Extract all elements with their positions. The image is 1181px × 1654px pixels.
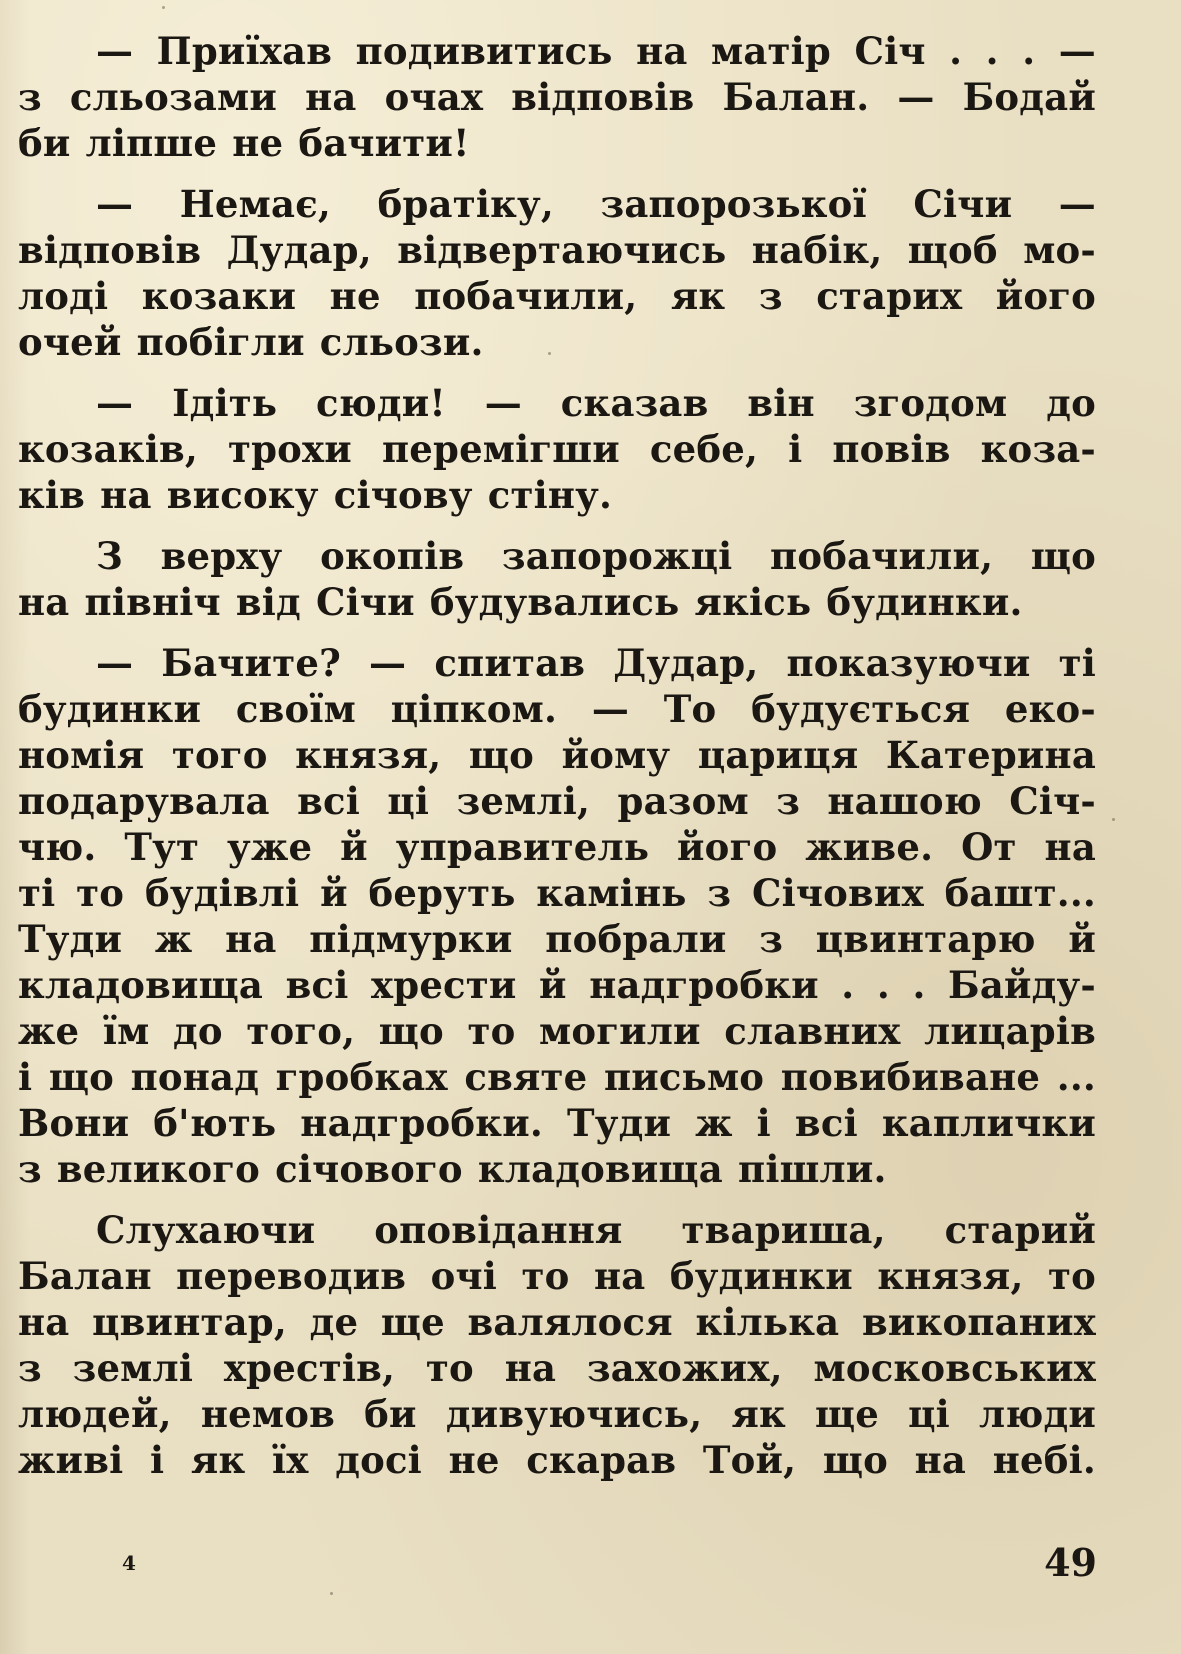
paper-speck [162, 6, 165, 9]
text-line: би ліпше не бачити! [18, 121, 470, 165]
paragraph-6 [18, 1207, 1096, 1483]
text-line: — Бачите? — спитав Дудар, показуючи ті [96, 641, 1096, 685]
text-line: відповів Дудар, відвертаючись набік, щоб мо- [18, 228, 1096, 272]
text-line: Балан переводив очі то на будинки князя, то [18, 1254, 1096, 1298]
paper-speck [1112, 818, 1115, 821]
text-line: з землі хрестів, то на захожих, московських [18, 1346, 1096, 1390]
text-line: на цвинтар, де ще валялося кілька викопаних [18, 1300, 1096, 1344]
text-line: З верху окопів запорожці побачили, що [96, 534, 1096, 578]
text-line: з великого січового кладовища пішли. [18, 1147, 887, 1191]
text-line: кладовища всі хрести й надгробки . . . Байду- [18, 963, 1096, 1007]
paper-speck [548, 352, 551, 355]
text-line: людей, немов би дивуючись, як ще ці люди [18, 1392, 1096, 1436]
text-line: — Приїхав подивитись на матір Січ . . . — [96, 29, 1096, 73]
text-line: лоді козаки не побачили, як з старих його [18, 274, 1096, 318]
paragraph-2 [18, 181, 1096, 365]
text-line: же їм до того, що то могили славних лицарів [18, 1009, 1096, 1053]
text-line: козаків, трохи перемігши себе, і повів коза- [18, 427, 1096, 471]
text-line: Туди ж на підмурки побрали з цвинтарю й [18, 917, 1096, 961]
text-line: Слухаючи оповідання твариша, старий [96, 1208, 1096, 1252]
text-line: номія того князя, що йому цариця Катерина [18, 733, 1096, 777]
text-line: очей побігли сльози. [18, 320, 484, 364]
paper-speck [330, 1592, 333, 1595]
paragraph-3 [18, 380, 1096, 518]
text-line: — Ідіть сюди! — сказав він згодом до [96, 381, 1096, 425]
paragraph-5 [18, 640, 1096, 1192]
text-line: з сльозами на очах відповів Балан. — Бодай [18, 75, 1096, 119]
text-line: Вони б'ють надгробки. Туди ж і всі каплички [18, 1101, 1096, 1145]
text-line: ті то будівлі й беруть камінь з Січових башт... [18, 871, 1096, 915]
text-line: живі і як їх досі не скарав Той, що на небі. [18, 1438, 1096, 1482]
paragraph-4 [18, 533, 1096, 625]
text-line: чю. Тут уже й управитель його живе. От на [18, 825, 1096, 869]
signature-mark: 4 [122, 1551, 136, 1575]
text-line: — Немає, братіку, запорозької Січи — [96, 182, 1096, 226]
page-number: 49 [1044, 1540, 1097, 1585]
text-line: і що понад гробках святе письмо повибиване ... [18, 1055, 1096, 1099]
text-line: на північ від Січи будувались якісь будинки. [18, 580, 1023, 624]
text-line: ків на високу січову стіну. [18, 473, 613, 517]
text-line: будинки своїм ціпком. — То будується еко- [18, 687, 1096, 731]
paragraph-1 [18, 28, 1096, 166]
body-text [18, 28, 1096, 1498]
text-line: подарувала всі ці землі, разом з нашою Січ- [18, 779, 1096, 823]
